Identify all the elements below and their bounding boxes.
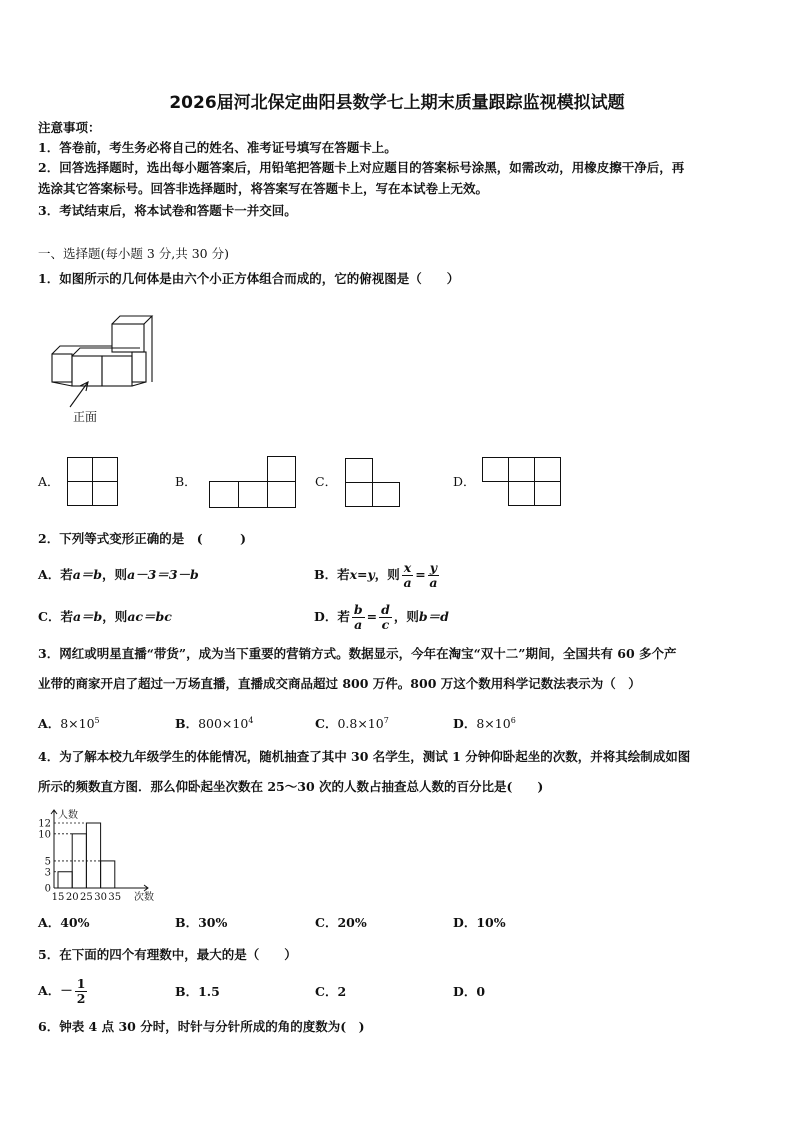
q2-option-b: B．若x=y，则 $\frac{x}{a}$ = $\frac{y}{a}$ (314, 560, 438, 590)
q1-option-d-label: D． (453, 474, 476, 489)
x-tick-label: 35 (108, 892, 122, 903)
q3-stem-line-2: 业带的商家开启了超过一万场直播，直播成交商品超过 800 万件。800 万这个数用科学记数法表示为（ ） (38, 676, 641, 691)
q3-option-d: D．$8\times 10^6$ (453, 716, 516, 732)
x-tick-label: 30 (94, 892, 107, 903)
x-tick-label: 15 (51, 892, 65, 903)
q6-stem: 6．钟表 4 点 30 分时，时针与分针所成的角的度数为( ) (38, 1019, 365, 1034)
q4-option-d: D．10% (453, 915, 506, 930)
section-heading: 一、选择题(每小题 3 分,共 30 分) (38, 246, 229, 261)
q1-option-a-label: A． (38, 474, 60, 489)
q5-option-c: C．2 (315, 984, 347, 999)
q2-stem: 2．下列等式变形正确的是 ( ) (38, 531, 247, 546)
notice-item-1: 1．答卷前，考生务必将自己的姓名、准考证号填写在答题卡上。 (38, 140, 397, 155)
q4-option-a: A．40% (38, 915, 90, 930)
q3-option-c: C．$0.8\times 10^7$ (315, 716, 389, 732)
q4-option-c: C．20% (315, 915, 367, 930)
q5-option-a: A．－ $\frac{1}{2}$ (38, 976, 86, 1006)
q1-front-label: 正面 (73, 410, 98, 424)
q1-option-c-label: C． (315, 474, 338, 489)
q1-option-b-label: B． (175, 474, 197, 489)
y-axis-label: 人数 (58, 810, 78, 821)
histogram-bar (101, 861, 115, 888)
q2-option-c: C．若a＝b，则ac＝bc (38, 609, 172, 624)
q4-histogram (30, 806, 170, 906)
notice-item-3: 3．考试结束后，将本试卷和答题卡一并交回。 (38, 203, 297, 218)
y-tick-label: 12 (38, 818, 51, 830)
page-title: 2026届河北保定曲阳县数学七上期末质量跟踪监视模拟试题 (169, 93, 625, 113)
q5-stem: 5．在下面的四个有理数中，最大的是（ ） (38, 947, 297, 962)
q3-option-b: B．$800\times 10^4$ (175, 716, 254, 732)
histogram-bar (86, 823, 100, 888)
x-tick-label: 20 (65, 892, 79, 903)
notice-item-2: 2．回答选择题时，选出每小题答案后，用铅笔把答题卡上对应题目的答案标号涂黑，如需改动，用橡皮擦干净后，再 (38, 160, 685, 175)
q4-option-b: B．30% (175, 915, 228, 930)
q2-option-a: A．若a＝b，则a－3＝3－b (38, 567, 199, 582)
x-tick-label: 25 (80, 892, 93, 903)
q5-option-d: D．0 (453, 984, 486, 999)
y-tick-label: 3 (44, 867, 51, 879)
q1-stem: 1．如图所示的几何体是由六个小正方体组合而成的，它的俯视图是（ ） (38, 271, 460, 286)
y-tick-label: 10 (38, 829, 51, 841)
notice-item-2-cont: 选涂其它答案标号。回答非选择题时，将答案写在答题卡上，写在本试卷上无效。 (38, 181, 489, 196)
y-tick-label: 0 (44, 883, 51, 895)
y-tick-label: 5 (44, 856, 51, 868)
q3-stem-line-1: 3．网红或明星直播“带货”，成为当下重要的营销方式。数据显示，今年在淘宝“双十二”期间，全国共有 60 多个产 (38, 646, 677, 661)
q3-option-a: A．$8\times 10^5$ (38, 716, 100, 732)
histogram-bar (58, 872, 72, 888)
q4-stem-line-2: 所示的频数直方图．那么仰卧起坐次数在 25～30 次的人数占抽查总人数的百分比是( ) (38, 779, 544, 794)
q5-option-b: B．1.5 (175, 984, 220, 999)
q1-solid-figure (50, 312, 170, 422)
q2-option-d: D．若 $\frac{b}{a}$ = $\frac{d}{c}$ ，则b＝d (314, 602, 449, 632)
notice-heading: 注意事项： (38, 120, 101, 135)
q4-stem-line-1: 4．为了解本校九年级学生的体能情况，随机抽查了其中 30 名学生，测试 1 分钟仰卧起坐的次数，并将其绘制成如图 (38, 749, 691, 764)
x-axis-label: 次数 (134, 892, 154, 903)
